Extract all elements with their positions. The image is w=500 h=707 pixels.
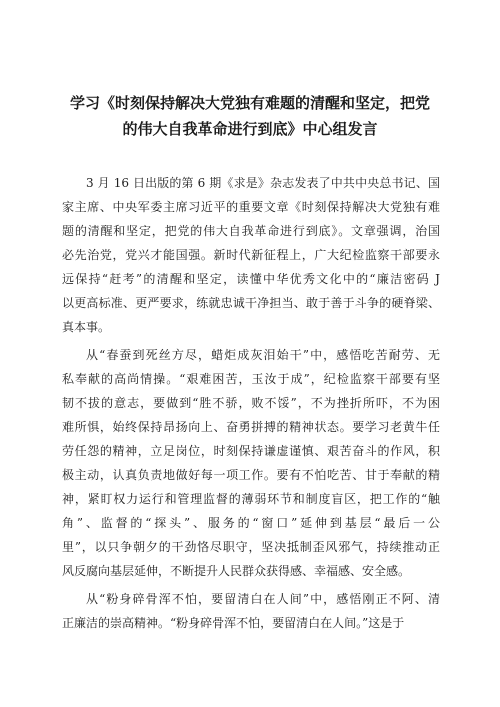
- paragraph-1-line-6: 以更高标准、更严要求，练就忠诚干净担当、敢于善于斗争的硬脊梁、: [62, 296, 440, 310]
- paragraph-2-line-7: 神，紧盯权力运行和管理监督的薄弱环节和制度盲区，把工作的“触: [62, 492, 440, 506]
- paragraph-2-line-4: 难所惧，始终保持昂扬向上、奋勇拼搏的精神状态。要学习老黄牛任: [62, 420, 440, 434]
- paragraph-1-line-5: 远保持“赶考”的清醒和坚定，读懂中华优秀文化中的“廉洁密码 J: [62, 272, 440, 286]
- paragraph-1-line-1: 3 月 16 日出版的第 6 期《求是》杂志发表了中共中央总书记、国: [86, 176, 440, 190]
- paragraph-2-line-5: 劳任怨的精神，立足岗位，时刻保持谦虚谨慎、艰苦奋斗的作风，积: [62, 444, 440, 458]
- paragraph-3-line-2: 正廉洁的崇高精神。“粉身碎骨浑不怕，要留清白在人间。”这是于: [62, 616, 405, 630]
- paragraph-2-line-1: 从“春蚕到死丝方尽，蜡炬成灰泪始干”中，感悟吃苦耐劳、无: [86, 348, 440, 362]
- paragraph-1-line-4: 必先治党，党兴才能国强。新时代新征程上，广大纪检监察干部要永: [62, 248, 440, 262]
- paragraph-2-line-3: 韧不拔的意志，要做到“胜不骄，败不馁”，不为挫折所吓，不为困: [62, 396, 440, 410]
- paragraph-1-line-7: 真本事。: [62, 320, 111, 334]
- paragraph-1-line-2: 家主席、中央军委主席习近平的重要文章《时刻保持解决大党独有难: [62, 200, 440, 214]
- paragraph-1-line-3: 题的清醒和坚定，把党的伟大自我革命进行到底》。文章强调，治国: [62, 224, 440, 238]
- paragraph-3-line-1: 从“粉身碎骨浑不怕，要留清白在人间”中，感悟刚正不阿、清: [86, 592, 440, 606]
- paragraph-2-line-9: 里”，以只争朝夕的干劲恪尽职守，坚决抵制歪风邪气，持续推动正: [62, 540, 440, 554]
- paragraph-2-line-10: 风反腐向基层延伸，不断提升人民群众获得感、幸福感、安全感。: [62, 564, 411, 578]
- paragraph-2-line-6: 极主动，认真负责地做好每一项工作。要有不怕吃苦、甘于奉献的精: [62, 468, 440, 482]
- document-title-line-1: 学习《时刻保持解决大党独有难题的清醒和坚定，把党: [69, 94, 430, 112]
- paragraph-2-line-2: 私奉献的高尚情操。“艰难困苦，玉汝于成”，纪检监察干部要有坚: [62, 372, 440, 386]
- document-title-line-2: 的伟大自我革命进行到底》中心组发言: [122, 120, 378, 138]
- paragraph-2-line-8: 角”、监督的“探头”、服务的“窗口”延伸到基层“最后一公: [62, 516, 440, 530]
